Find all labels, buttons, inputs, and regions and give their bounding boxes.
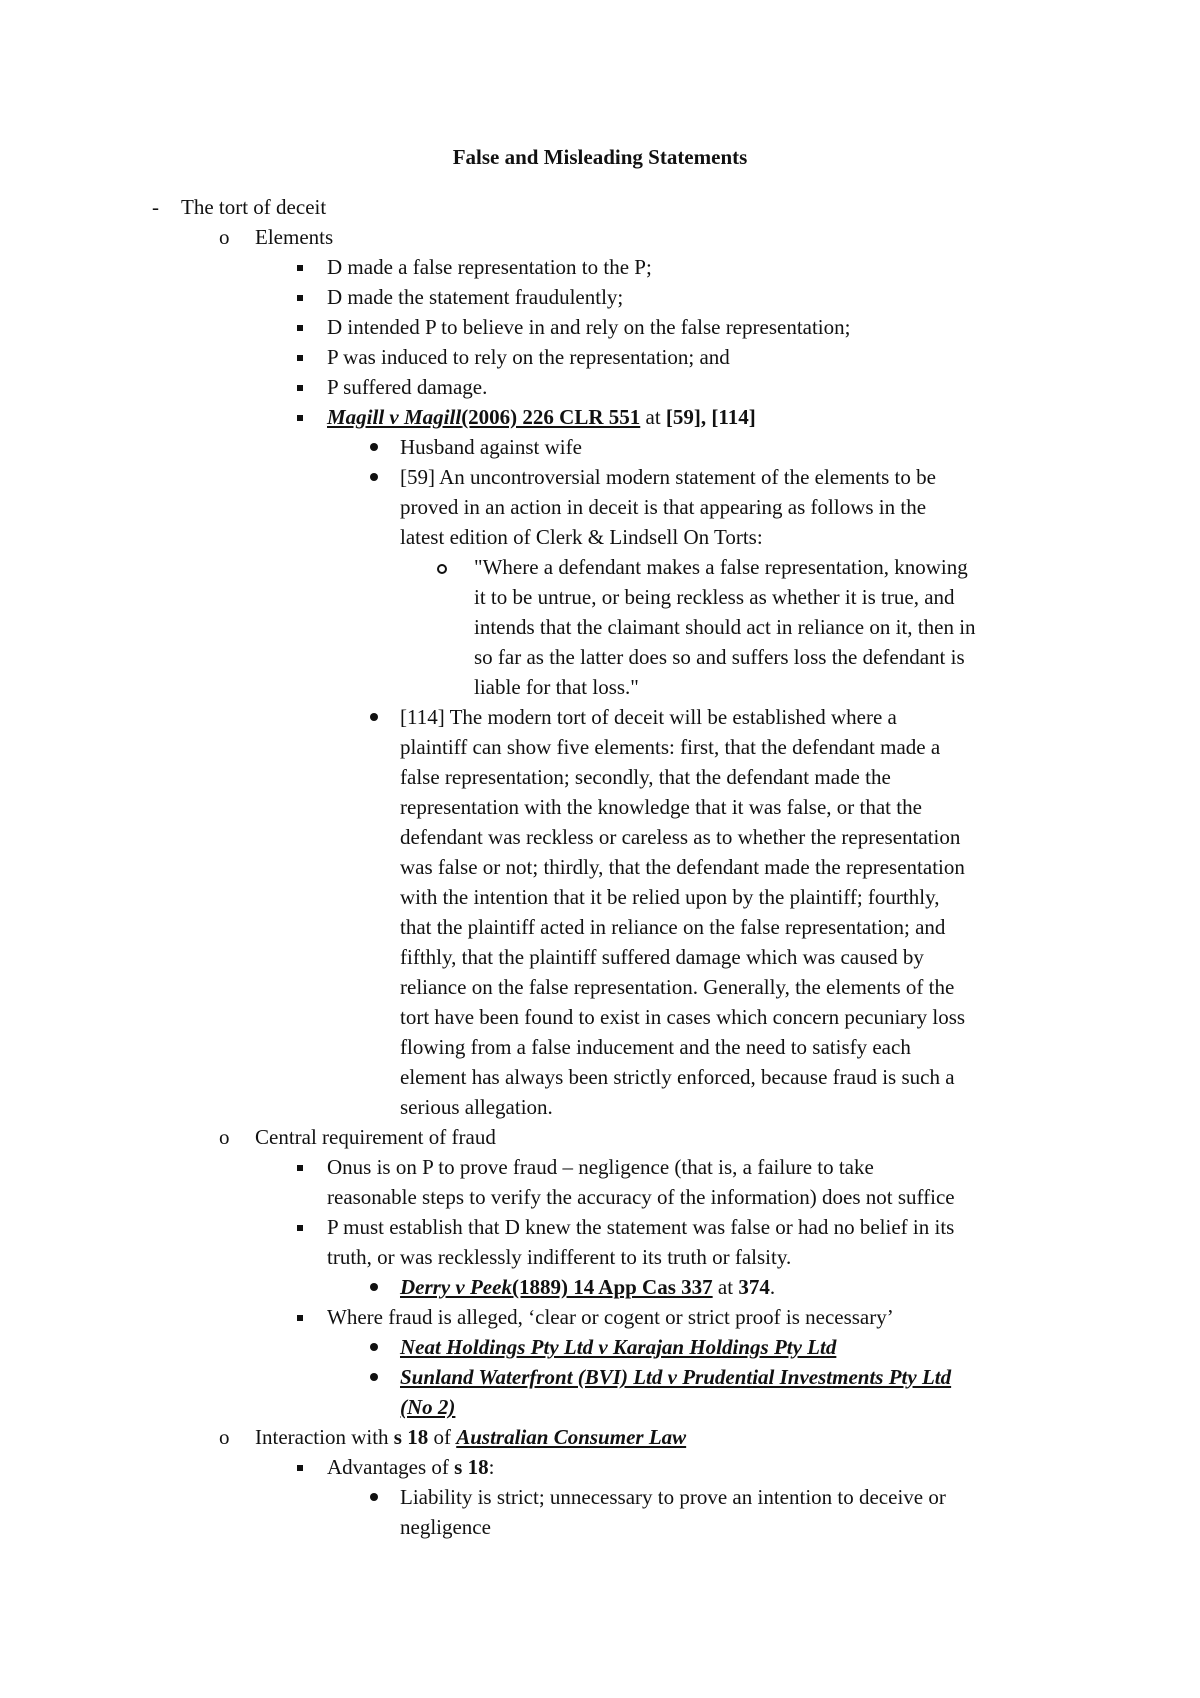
tort-heading: The tort of deceit <box>181 195 327 219</box>
dash-bullet: - <box>152 195 159 219</box>
para114-line: serious allegation. <box>400 1095 553 1119</box>
o-bullet: o <box>219 1125 230 1149</box>
para114-line: was false or not; thirdly, that the defendant made the representation <box>400 855 965 879</box>
liability-line: Liability is strict; unnecessary to prove an intention to deceive or <box>400 1485 946 1509</box>
square-bullet <box>297 1465 303 1471</box>
fraud-heading: Central requirement of fraud <box>255 1125 496 1149</box>
acl-of: of <box>428 1425 457 1449</box>
case-name[interactable]: Derry v Peek <box>400 1275 512 1299</box>
square-bullet <box>297 1225 303 1231</box>
case-name[interactable]: (No 2) <box>400 1395 456 1419</box>
pinpoint: [59], [114] <box>665 405 756 429</box>
dot-bullet <box>370 473 378 481</box>
quote-line: it to be untrue, or being reckless as whether it is true, and <box>474 585 955 609</box>
statute-name[interactable]: Australian Consumer Law <box>456 1425 687 1449</box>
alleged-line: Where fraud is alleged, ‘clear or cogent or strict proof is necessary’ <box>327 1305 894 1329</box>
square-bullet <box>297 265 303 271</box>
para59-line: [59] An uncontroversial modern statement of the elements to be <box>400 465 936 489</box>
section-ref: s 18 <box>393 1425 429 1449</box>
dot-bullet <box>370 713 378 721</box>
para114-line: that the plaintiff acted in reliance on the false representation; and <box>400 915 946 939</box>
para114-line: plaintiff can show five elements: first, that the defendant made a <box>400 735 941 759</box>
sunland-case-line <box>400 1362 951 1392</box>
element-item: D made a false representation to the P; <box>327 255 652 279</box>
case-citation[interactable]: (1889) 14 App Cas 337 <box>511 1275 713 1299</box>
para114-line: reliance on the false representation. Generally, the elements of the <box>400 975 955 999</box>
onus-line: reasonable steps to verify the accuracy of the information) does not suffice <box>327 1185 955 1209</box>
case-name[interactable]: Magill v Magill <box>327 405 462 429</box>
advantages-line <box>327 1452 494 1482</box>
element-item: P was induced to rely on the representation; and <box>327 345 730 369</box>
establish-line: truth, or was recklessly indifferent to its truth or falsity. <box>327 1245 792 1269</box>
dot-bullet <box>370 443 378 451</box>
citation-at: at <box>712 1275 739 1299</box>
magill-citation-line <box>327 402 756 432</box>
case-citation[interactable]: (2006) 226 CLR 551 <box>461 405 641 429</box>
section-ref: s 18 <box>454 1455 489 1479</box>
square-bullet <box>297 1165 303 1171</box>
citation-at: at <box>640 405 666 429</box>
dot-bullet <box>370 1373 378 1381</box>
element-item: D made the statement fraudulently; <box>327 285 624 309</box>
case-name[interactable]: Neat Holdings Pty Ltd v Karajan Holdings Pty Ltd <box>400 1335 837 1359</box>
para114-line: element has always been strictly enforced, because fraud is such a <box>400 1065 955 1089</box>
derry-citation-line <box>400 1272 775 1302</box>
para59-line: latest edition of Clerk & Lindsell On Torts: <box>400 525 763 549</box>
dot-bullet <box>370 1343 378 1351</box>
square-bullet <box>297 1315 303 1321</box>
case-name[interactable]: Sunland Waterfront (BVI) Ltd v Prudential Investments Pty Ltd <box>400 1365 952 1389</box>
acl-heading <box>255 1422 686 1452</box>
citation-end: . <box>769 1275 776 1299</box>
quote-line: intends that the claimant should act in reliance on it, then in <box>474 615 976 639</box>
onus-line: Onus is on P to prove fraud – negligence (that is, a failure to take <box>327 1155 874 1179</box>
square-bullet <box>297 385 303 391</box>
quote-line: liable for that loss." <box>474 675 639 699</box>
dot-bullet <box>370 1493 378 1501</box>
neat-case-line <box>400 1332 836 1362</box>
o-bullet: o <box>219 1425 230 1449</box>
quote-line: "Where a defendant makes a false representation, knowing <box>474 555 968 579</box>
establish-line: P must establish that D knew the statement was false or had no belief in its <box>327 1215 955 1239</box>
pinpoint: 374 <box>738 1275 770 1299</box>
page-title: False and Misleading Statements <box>452 145 748 169</box>
element-item: D intended P to believe in and rely on the false representation; <box>327 315 851 339</box>
dot-bullet <box>370 1283 378 1291</box>
para114-line: false representation; secondly, that the defendant made the <box>400 765 891 789</box>
para114-line: tort have been found to exist in cases which concern pecuniary loss <box>400 1005 966 1029</box>
square-bullet <box>297 355 303 361</box>
elements-heading: Elements <box>255 225 334 249</box>
para114-line: [114] The modern tort of deceit will be established where a <box>400 705 897 729</box>
liability-line: negligence <box>400 1515 491 1539</box>
square-bullet <box>297 295 303 301</box>
husband-note: Husband against wife <box>400 435 582 459</box>
para114-line: fifthly, that the plaintiff suffered damage which was caused by <box>400 945 924 969</box>
para114-line: with the intention that it be relied upon by the plaintiff; fourthly, <box>400 885 940 909</box>
square-bullet <box>297 325 303 331</box>
sunland-case-line <box>400 1392 455 1422</box>
ring-bullet <box>437 564 447 574</box>
square-bullet <box>297 415 303 421</box>
acl-pre: Interaction with <box>255 1425 394 1449</box>
quote-line: so far as the latter does so and suffers loss the defendant is <box>474 645 965 669</box>
para114-line: defendant was reckless or careless as to whether the representation <box>400 825 961 849</box>
para59-line: proved in an action in deceit is that appearing as follows in the <box>400 495 927 519</box>
para114-line: representation with the knowledge that it was false, or that the <box>400 795 922 819</box>
o-bullet: o <box>219 225 230 249</box>
advantages-pre: Advantages of <box>327 1455 455 1479</box>
advantages-end: : <box>488 1455 495 1479</box>
element-item: P suffered damage. <box>327 375 488 399</box>
para114-line: flowing from a false inducement and the need to satisfy each <box>400 1035 911 1059</box>
